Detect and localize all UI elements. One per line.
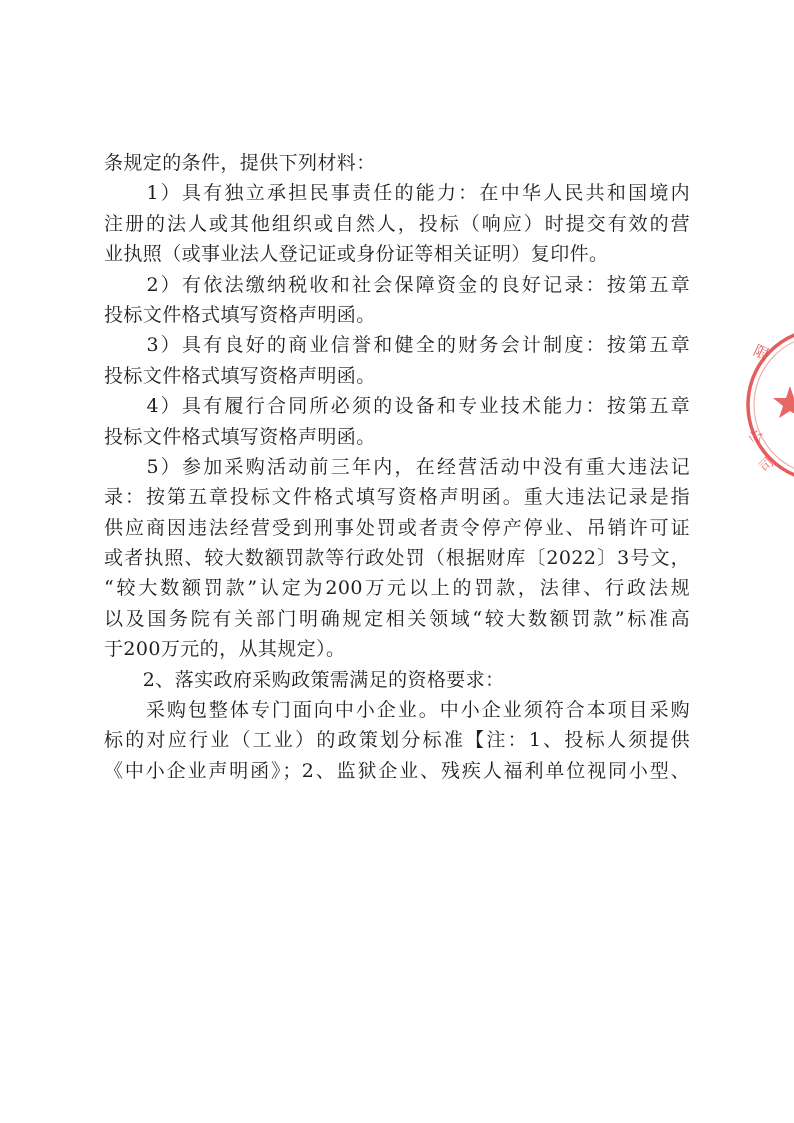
text-line: 注册的法人或其他组织或自然人，投标（响应）时提交有效的营: [104, 212, 690, 235]
text-line: 或者执照、较大数额罚款等行政处罚（根据财库〔2022〕3号文，: [104, 547, 690, 570]
text-line: 投标文件格式填写资格声明函。: [104, 425, 376, 448]
seal-char: 司: [756, 454, 778, 476]
company-seal-stamp: [744, 320, 794, 490]
body-text: [104, 148, 690, 786]
text-line: 投标文件格式填写资格声明函。: [104, 364, 376, 387]
text-line: 《中小企业声明函》；2、监狱企业、残疾人福利单位视同小型、: [104, 759, 690, 782]
text-line: 5）参加采购活动前三年内，在经营活动中没有重大违法记: [104, 455, 690, 478]
seal-graphic: [744, 320, 794, 490]
text-line: “较大数额罚款”认定为200万元以上的罚款，法律、行政法规: [104, 577, 690, 600]
text-line: 条规定的条件，提供下列材料：: [104, 152, 376, 174]
text-line: 以及国务院有关部门明确规定相关领域“较大数额罚款”标准高: [104, 607, 690, 630]
text-line: 3）具有良好的商业信誉和健全的财务会计制度：按第五章: [104, 334, 690, 357]
text-line: 2、落实政府采购政策需满足的资格要求：: [104, 668, 505, 691]
text-line: 供应商因违法经营受到刑事处罚或者责令停产停业、吊销许可证: [104, 516, 690, 539]
text-line: 于200万元的，从其规定）。: [104, 638, 346, 661]
text-line: 1）具有独立承担民事责任的能力：在中华人民共和国境内: [104, 182, 690, 205]
text-line: 业执照（或事业法人登记证或身份证等相关证明）复印件。: [104, 243, 609, 266]
text-line: 采购包整体专门面向中小企业。中小企业须符合本项目采购: [104, 699, 690, 722]
text-line: 4）具有履行合同所必须的设备和专业技术能力：按第五章: [104, 395, 690, 418]
text-line: 2）有依法缴纳税收和社会保障资金的良好记录：按第五章: [104, 273, 690, 296]
text-line: 录：按第五章投标文件格式填写资格声明函。重大违法记录是指: [104, 486, 690, 509]
text-line: 投标文件格式填写资格声明函。: [104, 303, 376, 326]
seal-char: 公: [746, 427, 767, 447]
text-line: 标的对应行业（工业）的政策划分标准【注：1、投标人须提供: [104, 729, 690, 752]
seal-char: 限: [750, 341, 772, 365]
